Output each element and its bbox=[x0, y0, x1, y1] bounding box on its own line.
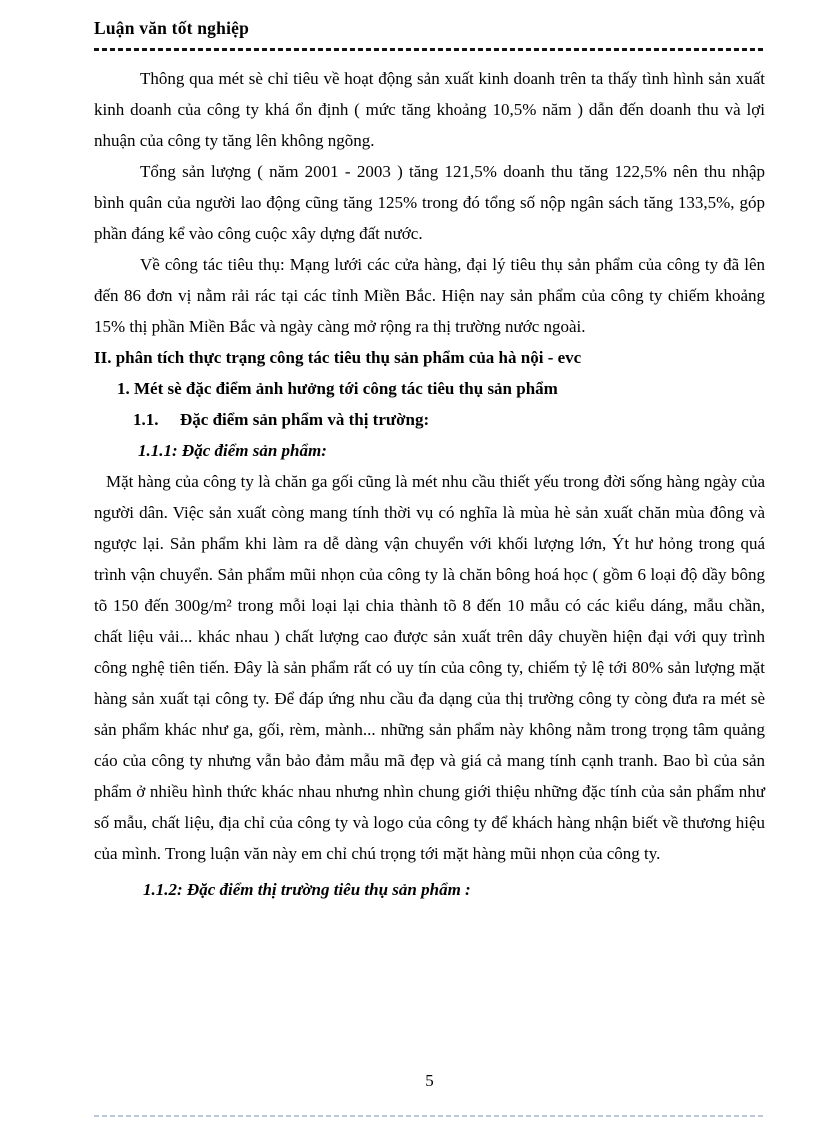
heading-1: 1. Mét sè đặc điểm ảnh hưởng tới công tác tiêu thụ sản phẩm bbox=[117, 378, 558, 398]
heading-1-1-2: 1.1.2: Đặc điểm thị trường tiêu thụ sản phẩm : bbox=[143, 879, 471, 899]
section-heading-ii: II. phân tích thực trạng công tác tiêu thụ sản phẩm của hà nội - evc bbox=[94, 347, 582, 367]
paragraph-business-overview: Thông qua mét sè chỉ tiêu về hoạt động sản xuất kinh doanh trên ta thấy tình hình sản xuất kinh doanh của công ty khá ổn định ( mức tăng khoảng 10,5% năm ) dẫn đến doanh thu và lợi nhuận của công ty tăng lên không ngõng. bbox=[94, 68, 765, 150]
page-number: 5 bbox=[425, 1071, 434, 1090]
document-body bbox=[94, 63, 765, 905]
bottom-page-divider bbox=[94, 1115, 765, 1117]
paragraph-distribution-network: Về công tác tiêu thụ: Mạng lưới các cửa hàng, đại lý tiêu thụ sản phẩm của công ty đã lên đến 86 đơn vị nằm rải rác tại các tỉnh Miền Bắc. Hiện nay sản phẩm của công ty chiếm khoảng 15% thị phần Miền Bắc và ngày càng mở rộng ra thị trường nước ngoài. bbox=[94, 254, 765, 336]
heading-1-1 bbox=[94, 404, 765, 435]
header-title: Luận văn tốt nghiệp bbox=[94, 18, 250, 38]
paragraph-product-characteristics: Mặt hàng của công ty là chăn ga gối cũng là mét nhu cầu thiết yếu trong đời sống hàng ngày của người dân. Việc sản xuất còng mang tính thời vụ có nghĩa là mùa hè sản xuất chăn mùa đông và ngược lại. Sản phẩm khi làm ra dễ dàng vận chuyển với khối lượng lớn, Ýt hư hỏng trong quá trình vận chuyển. Sản phẩm mũi nhọn của công ty là chăn bông hoá học ( gồm 6 loại độ dầy bông tõ 150 đến 300g/m² trong mỗi loại lại chia thành tõ 8 đến 10 mẫu có các kiểu dáng, mẫu chần, chất liệu vải... khác nhau ) chất lượng cao được sản xuất trên dây chuyền hiện đại với quy trình công nghệ tiên tiến. Đây là sản phẩm rất có uy tín của công ty, chiếm tỷ lệ tới 80% sản lượng mặt hàng sản xuất tại công ty. Để đáp ứng nhu cầu đa dạng của thị trường công ty còng đưa ra mét sè sản phẩm khác như ga, gối, rèm, mành... những sản phẩm này không nằm trong trọng tâm quảng cáo của công ty nhưng vẫn bảo đảm mẫu mã đẹp và giá cả mang tính cạnh tranh. Bao bì của sản phẩm ở nhiều hình thức khác nhau nhưng nhìn chung giới thiệu những đặc tính của sản phẩm như số mẫu, chất liệu, địa chỉ của công ty và logo của công ty để khách hàng nhận biết về thương hiệu của mình. Trong luận văn này em chỉ chú trọng tới mặt hàng mũi nhọn của công ty. bbox=[94, 471, 765, 863]
header-divider bbox=[94, 48, 765, 51]
heading-1-1-text: Đặc điểm sản phẩm và thị trường: bbox=[180, 409, 430, 429]
heading-1-1-number: 1.1. bbox=[133, 409, 159, 429]
paragraph-output-growth: Tổng sản lượng ( năm 2001 - 2003 ) tăng 121,5% doanh thu tăng 122,5% nên thu nhập bình quân của người lao động cũng tăng 125% trong đó tổng số nộp ngân sách tăng 133,5%, góp phần đáng kể vào công cuộc xây dựng đất nước. bbox=[94, 161, 765, 243]
heading-1-1-1: 1.1.1: Đặc điểm sản phẩm: bbox=[138, 440, 327, 460]
page-header bbox=[94, 18, 765, 51]
page-footer bbox=[94, 1071, 765, 1091]
